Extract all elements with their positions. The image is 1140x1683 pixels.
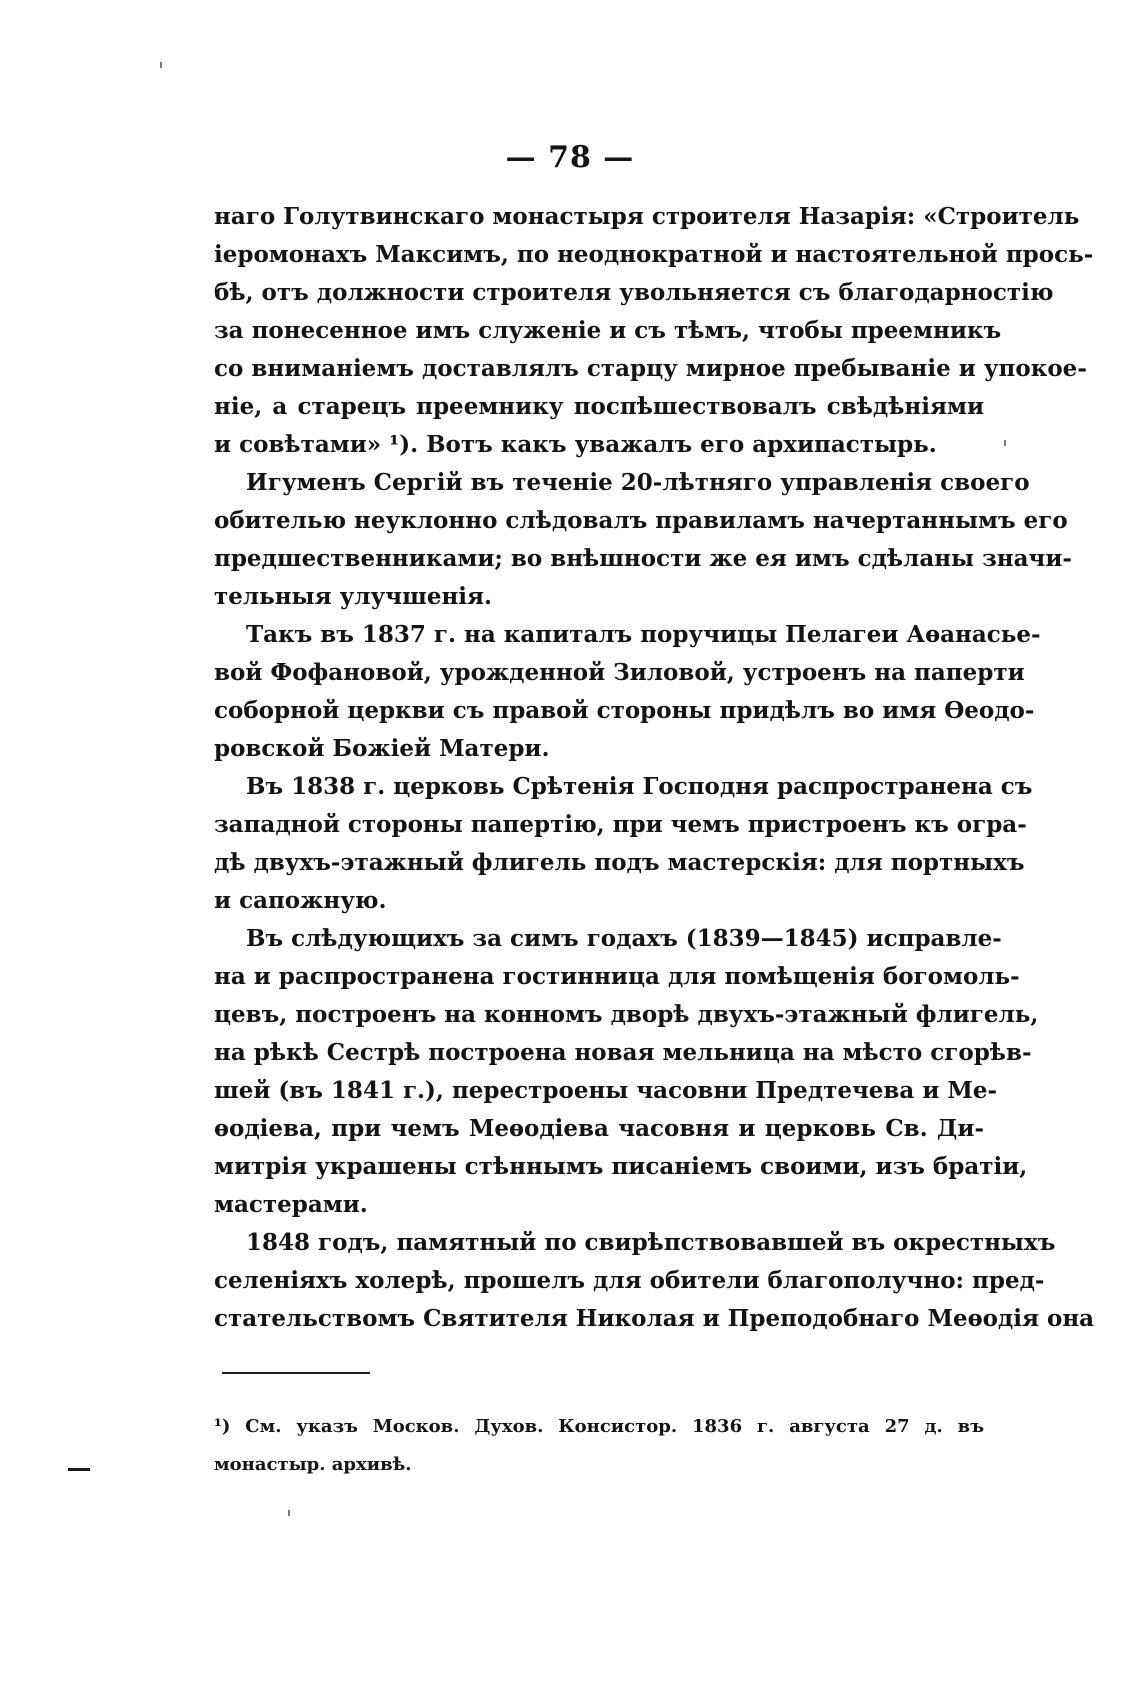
text-line: Въ 1838 г. церковь Срѣтенія Господня распространена съ [246, 773, 1033, 800]
text-line: соборной церкви съ правой стороны придѣлъ во имя Ѳеодо- [214, 697, 1035, 724]
text-line: со вниманіемъ доставлялъ старцу мирное пребываніе и упокое- [214, 355, 1087, 382]
text-line: и совѣтами» ¹). Вотъ какъ уважалъ его архипастырь. [214, 431, 937, 458]
text-line: наго Голутвинскаго монастыря строителя Назарія: «Строитель [214, 203, 1080, 230]
scan-speck [1004, 440, 1006, 446]
scan-speck [288, 1510, 290, 1516]
body-text [214, 198, 1095, 1338]
paragraph-6 [214, 1224, 1095, 1338]
text-line: предшественниками; во внѣшности же ея имъ сдѣланы значи- [214, 545, 1072, 572]
text-line: Игуменъ Сергій въ теченіе 20-лѣтняго управленія своего [246, 469, 1030, 496]
text-line: Такъ въ 1837 г. на капиталъ поручицы Пелагеи Аѳанасье- [246, 621, 1041, 648]
text-line: западной стороны папертію, при чемъ пристроенъ къ огра- [214, 811, 1027, 838]
footnote [214, 1408, 984, 1484]
text-line: на и распространена гостинница для помѣщенія богомоль- [214, 963, 1020, 990]
text-line: и сапожную. [214, 887, 387, 914]
text-line: вой Фофановой, урожденной Зиловой, устроенъ на паперти [214, 659, 1025, 686]
paragraph-2 [214, 464, 1072, 616]
text-line: іеромонахъ Максимъ, по неоднократной и настоятельной прось- [214, 241, 1094, 268]
text-line: за понесенное имъ служеніе и съ тѣмъ, чтобы преемникъ [214, 317, 1002, 344]
text-line: шей (въ 1841 г.), перестроены часовни Предтечева и Ме- [214, 1077, 998, 1104]
footnote-divider [222, 1372, 370, 1374]
paragraph-3 [214, 616, 1041, 768]
margin-mark [68, 1468, 90, 1471]
text-line: митрія украшены стѣннымъ писаніемъ своими, изъ братіи, [214, 1153, 1028, 1180]
text-line: ровской Божіей Матери. [214, 735, 550, 762]
paragraph-4 [214, 768, 1033, 920]
text-line: цевъ, построенъ на конномъ дворѣ двухъ-этажный флигель, [214, 1001, 1039, 1028]
footnote-line: монастыр. архивѣ. [214, 1454, 412, 1475]
paragraph-5 [214, 920, 1039, 1224]
footnote-line: ¹) См. указъ Москов. Духов. Консистор. 1836 г. августа 27 д. въ [214, 1416, 984, 1437]
paragraph-1 [214, 198, 1094, 464]
text-line: ѳодіева, при чемъ Меѳодіева часовня и церковь Св. Ди- [214, 1115, 984, 1142]
text-line: на рѣкѣ Сестрѣ построена новая мельница на мѣсто сгорѣв- [214, 1039, 1032, 1066]
text-line: бѣ, отъ должности строителя увольняется съ благодарностію [214, 279, 1054, 306]
text-line: стательствомъ Святителя Николая и Преподобнаго Меѳодія она [214, 1305, 1095, 1332]
text-line: селеніяхъ холерѣ, прошелъ для обители благополучно: пред- [214, 1267, 1045, 1294]
text-line: обителью неуклонно слѣдовалъ правиламъ начертаннымъ его [214, 507, 1068, 534]
text-line: Въ слѣдующихъ за симъ годахъ (1839—1845) исправле- [246, 925, 1002, 952]
text-line: дѣ двухъ-этажный флигель подъ мастерскія: для портныхъ [214, 849, 1025, 876]
page-number: — 78 — [505, 140, 635, 175]
text-line: мастерами. [214, 1191, 368, 1218]
text-line: 1848 годъ, памятный по свирѣпствовавшей въ окрестныхъ [246, 1229, 1056, 1256]
text-line: тельныя улучшенія. [214, 583, 493, 610]
scan-speck [160, 62, 162, 68]
text-line: ніе, а старецъ преемнику поспѣшествовалъ свѣдѣніями [214, 393, 984, 420]
